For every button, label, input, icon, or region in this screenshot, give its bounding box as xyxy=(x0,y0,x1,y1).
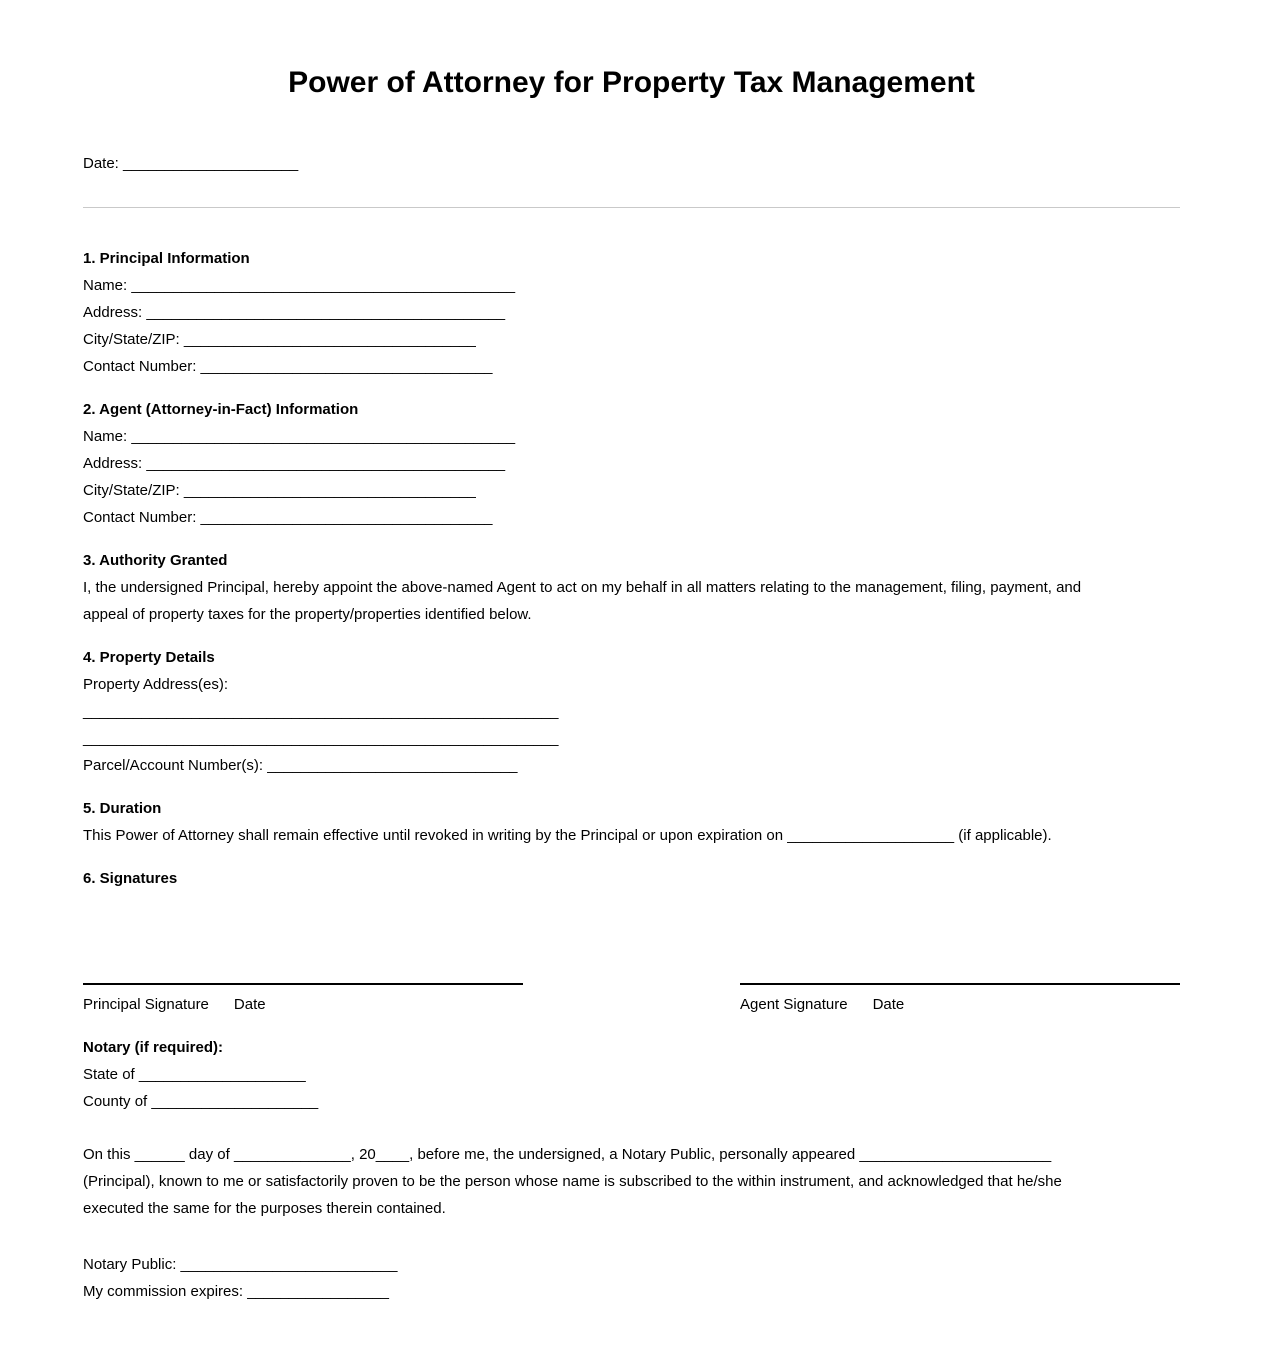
property-address-blank-line: _________________________________________________________ xyxy=(83,730,559,747)
duration-text-suffix: (if applicable). xyxy=(954,827,1052,844)
address-blank-line: ___________________________________________ xyxy=(146,304,506,321)
name-label: Name: xyxy=(83,277,132,294)
address-blank-line: ___________________________________________ xyxy=(146,455,506,472)
property-section-heading: 4. Property Details xyxy=(83,649,215,666)
signature-row xyxy=(83,983,1180,1018)
notary-state-field xyxy=(83,1061,1180,1088)
commission-expires-blank-line: _________________ xyxy=(247,1283,390,1300)
authority-paragraph-line: appeal of property taxes for the property/properties identified below. xyxy=(83,606,532,623)
parcel-account-number-label: Parcel/Account Number(s): xyxy=(83,757,268,774)
city-state-zip-label: City/State/ZIP: xyxy=(83,482,184,499)
city-state-zip-label: City/State/ZIP: xyxy=(83,331,184,348)
contact-number-label: Contact Number: xyxy=(83,509,201,526)
city-state-zip-blank-line: ___________________________________ xyxy=(183,482,476,499)
agent-signature-block xyxy=(740,983,1180,1018)
authority-section-heading: 3. Authority Granted xyxy=(83,552,228,569)
name-blank-line: ______________________________________________ xyxy=(131,428,516,445)
section-notary xyxy=(83,1034,1180,1305)
section-agent-information xyxy=(83,396,1180,531)
header-divider xyxy=(83,207,1180,208)
contact-number-blank-line: ___________________________________ xyxy=(200,509,493,526)
principal-contact-number-field xyxy=(83,353,1180,380)
principal-section-heading: 1. Principal Information xyxy=(83,250,250,267)
name-blank-line: ______________________________________________ xyxy=(131,277,516,294)
notary-paragraph-line: (Principal), known to me or satisfactorily proven to be the person whose name is subscribed to the within instrument, and acknowledged that he/she xyxy=(83,1173,1062,1190)
principal-name-field xyxy=(83,272,1180,299)
property-addresses-label: Property Address(es): xyxy=(83,676,229,693)
section-duration xyxy=(83,795,1180,849)
agent-signature-label: Agent Signature xyxy=(740,996,848,1013)
principal-signature-date-label: Date xyxy=(233,996,266,1013)
date-blank-line: _____________________ xyxy=(123,155,299,172)
duration-section-heading: 5. Duration xyxy=(83,800,162,817)
signatures-section-heading: 6. Signatures xyxy=(83,870,178,887)
commission-expires-label: My commission expires: xyxy=(83,1283,248,1300)
notary-acknowledgment-paragraph xyxy=(83,1141,1180,1222)
address-label: Address: xyxy=(83,455,147,472)
county-of-label: County of xyxy=(83,1093,152,1110)
notary-section-heading: Notary (if required): xyxy=(83,1039,224,1056)
section-signatures xyxy=(83,865,1180,1018)
principal-address-field xyxy=(83,299,1180,326)
section-property-details xyxy=(83,644,1180,779)
authority-paragraph-line: I, the undersigned Principal, hereby appoint the above-named Agent to act on my behalf in all matters relating to the management, filing, payment, and xyxy=(83,579,1082,596)
agent-city-state-zip-field xyxy=(83,477,1180,504)
agent-signature-date-label: Date xyxy=(872,996,905,1013)
section-authority-granted xyxy=(83,547,1180,628)
notary-county-field xyxy=(83,1088,1180,1115)
date-label: Date: xyxy=(83,155,124,172)
notary-signature-block xyxy=(83,1251,1180,1305)
property-address-blank-line: _________________________________________________________ xyxy=(83,703,559,720)
principal-city-state-zip-field xyxy=(83,326,1180,353)
name-label: Name: xyxy=(83,428,132,445)
agent-signature-labels xyxy=(740,991,1180,1018)
city-state-zip-blank-line: ___________________________________ xyxy=(183,331,476,348)
commission-expires-field xyxy=(83,1278,1180,1305)
notary-public-field xyxy=(83,1251,1180,1278)
state-of-label: State of xyxy=(83,1066,139,1083)
contact-number-label: Contact Number: xyxy=(83,358,201,375)
principal-signature-block xyxy=(83,983,523,1018)
notary-public-blank-line: __________________________ xyxy=(180,1256,398,1273)
notary-public-label: Notary Public: xyxy=(83,1256,181,1273)
principal-signature-label: Principal Signature xyxy=(83,996,209,1013)
document-title: Power of Attorney for Property Tax Management xyxy=(288,66,975,99)
section-principal-information xyxy=(83,245,1180,380)
agent-address-field xyxy=(83,450,1180,477)
duration-paragraph xyxy=(83,822,1180,849)
county-blank-line: ____________________ xyxy=(151,1093,319,1110)
parcel-account-number-field xyxy=(83,752,1180,779)
parcel-account-number-blank-line: ______________________________ xyxy=(267,757,518,774)
agent-name-field xyxy=(83,423,1180,450)
contact-number-blank-line: ___________________________________ xyxy=(200,358,493,375)
duration-text-prefix: This Power of Attorney shall remain effective until revoked in writing by the Principal or upon expiration on xyxy=(83,827,788,844)
state-blank-line: ____________________ xyxy=(138,1066,306,1083)
agent-section-heading: 2. Agent (Attorney-in-Fact) Information xyxy=(83,401,359,418)
notary-paragraph-line: executed the same for the purposes therein contained. xyxy=(83,1200,446,1217)
principal-signature-labels xyxy=(83,991,523,1018)
expiration-date-blank-line: ____________________ xyxy=(787,827,955,844)
date-field xyxy=(83,150,1180,177)
agent-contact-number-field xyxy=(83,504,1180,531)
address-label: Address: xyxy=(83,304,147,321)
notary-paragraph-line: On this ______ day of ______________, 20____, before me, the undersigned, a Notary Public, personally appeared _______________________ xyxy=(83,1146,1052,1163)
